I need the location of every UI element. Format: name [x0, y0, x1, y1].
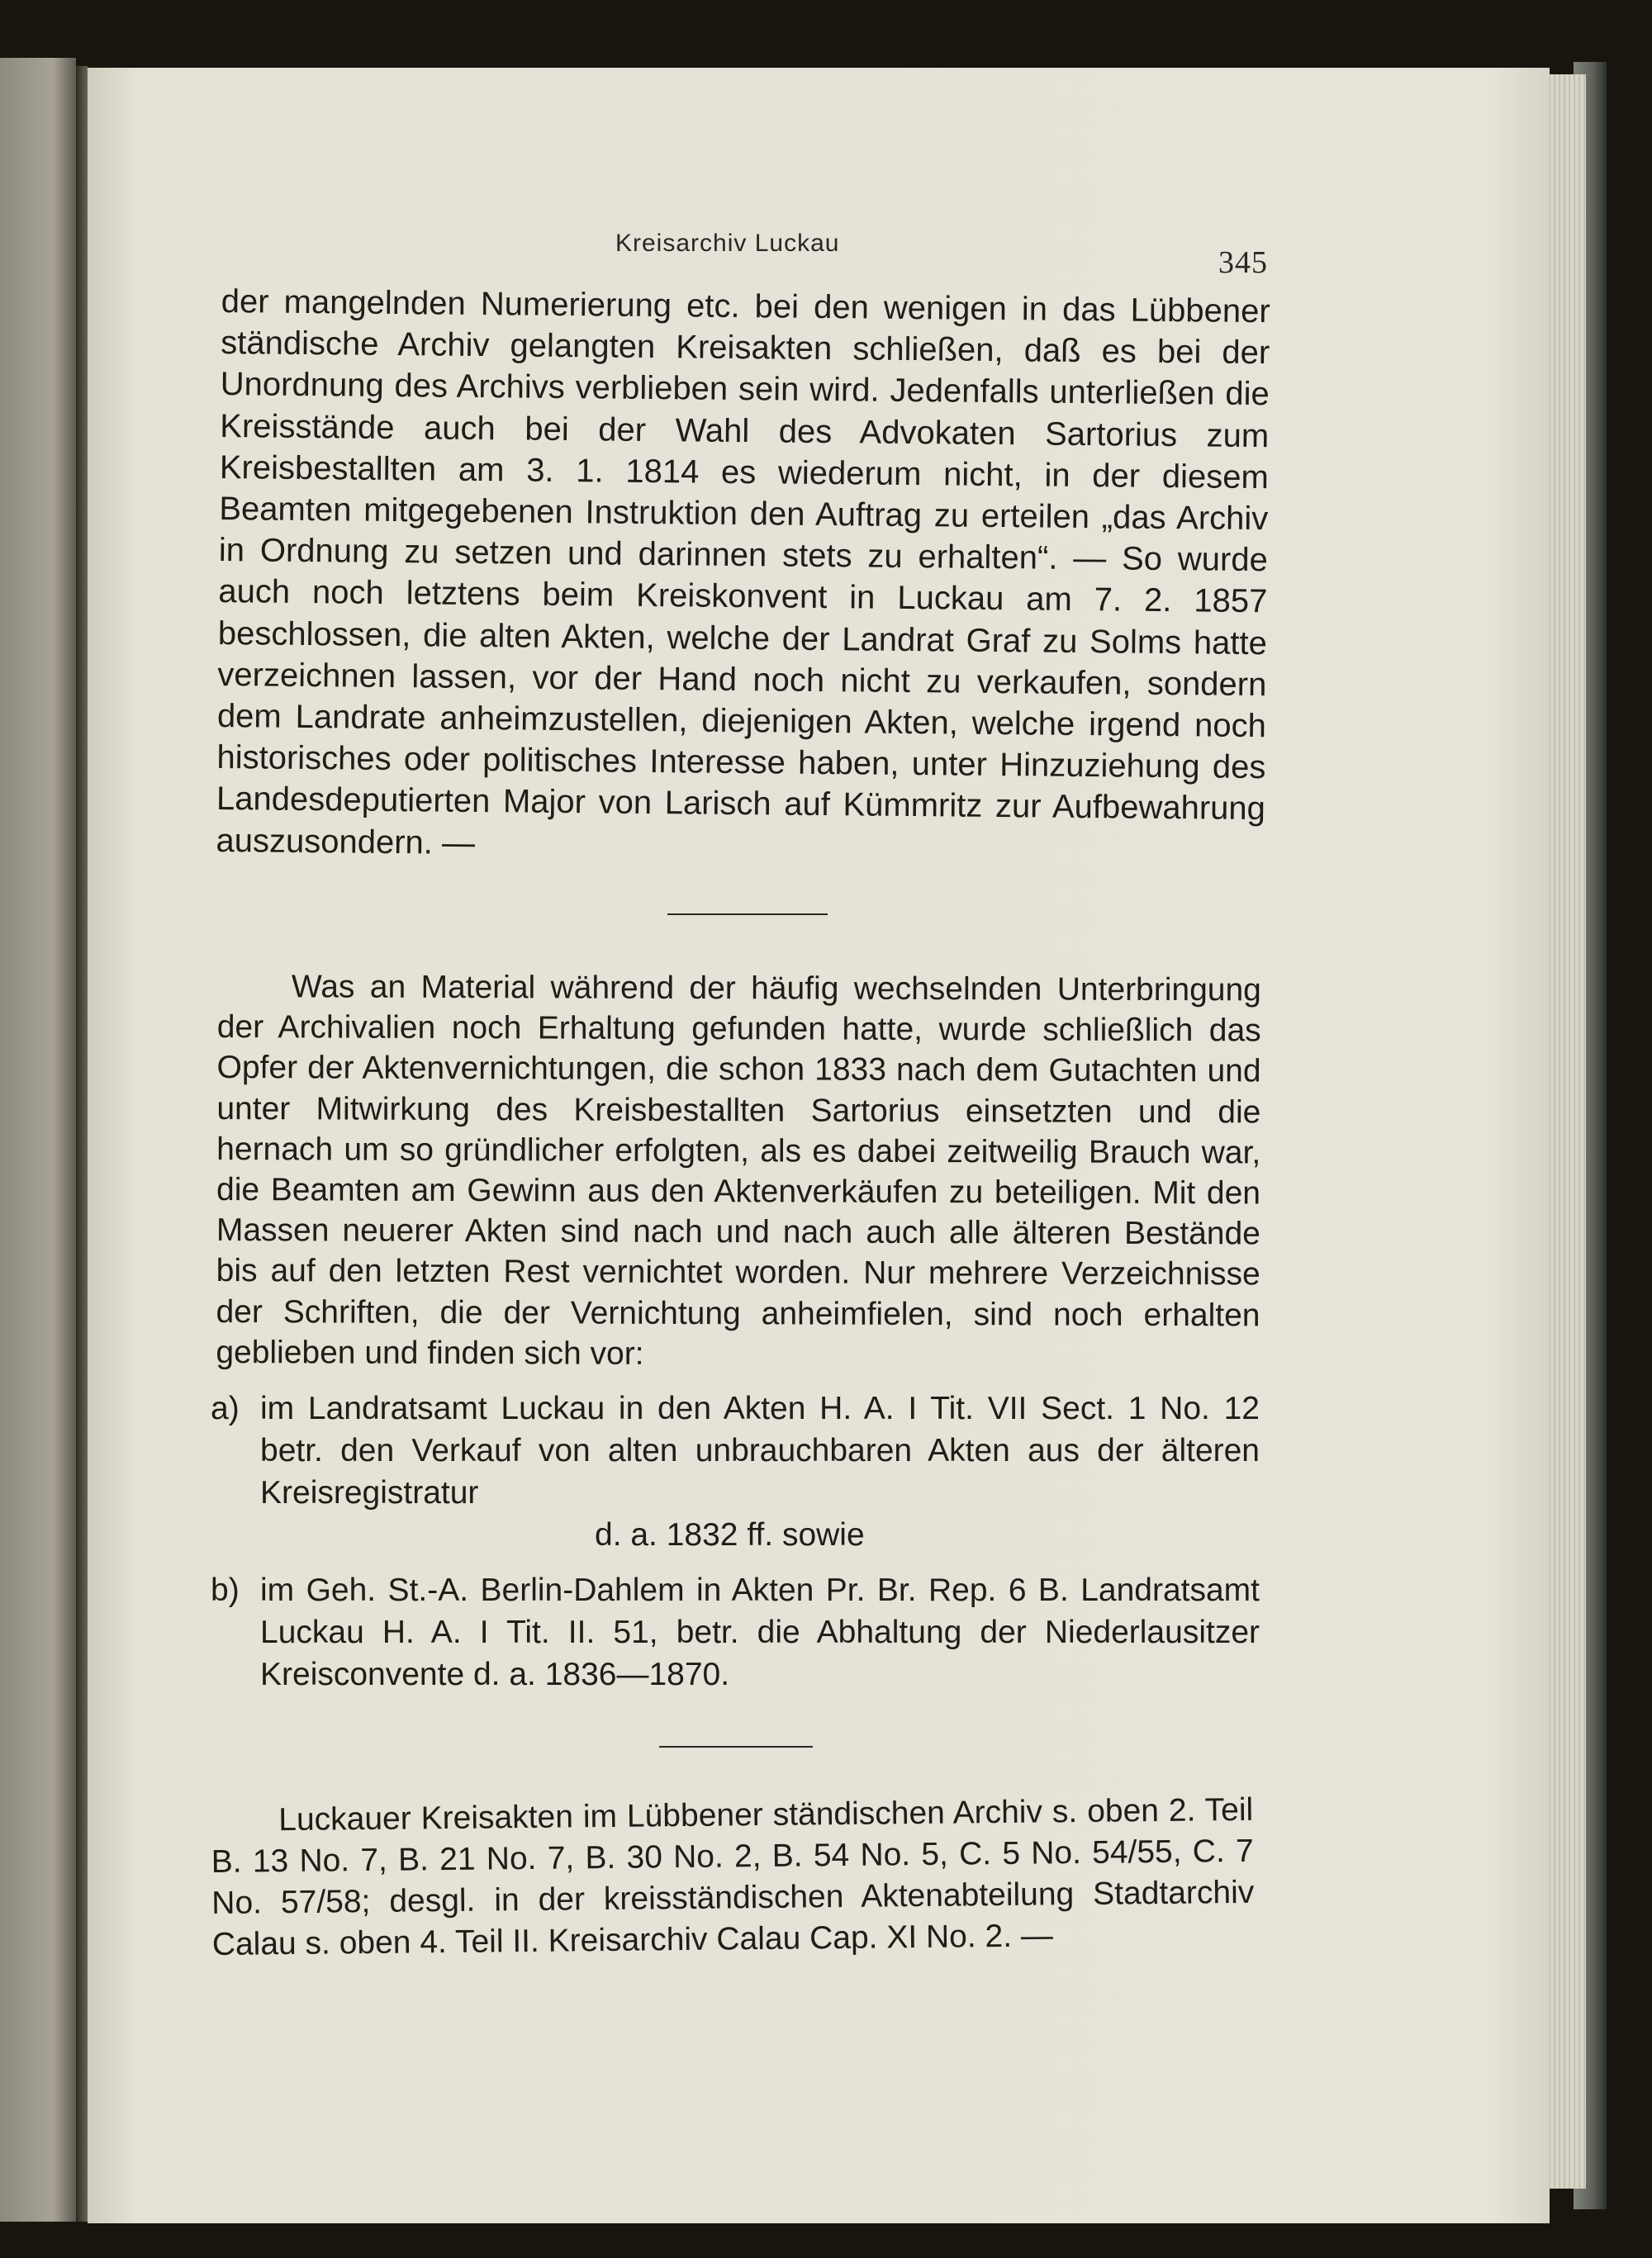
- list-marker: b): [211, 1573, 240, 1608]
- paragraph-references: [211, 1790, 1255, 1966]
- paragraph-destruction: [216, 966, 1261, 1376]
- list-item-text: im Landratsamt Luckau in den Akten H. A. I Tit. VII Sect. 1 No. 12 betr. den Verkauf von alten unbrauchbaren Akten aus der älteren Kreisregistratur: [260, 1391, 1260, 1511]
- paragraph-continued: [216, 281, 1270, 871]
- page-number: 345: [1218, 245, 1268, 280]
- section-divider: [667, 913, 828, 915]
- list-item-text: im Geh. St.-A. Berlin-Dahlem in Akten Pr. Br. Rep. 6 B. Landratsamt Luckau H. A. I Tit. II. 51, betr. die Abhaltung der Niederlausitzer Kreisconvente d. a. 1836—1870.: [260, 1573, 1260, 1692]
- running-head-title: Kreisarchiv Luckau: [615, 230, 840, 257]
- paragraph-text: Was an Material während der häufig wechselnden Unterbringung der Archivalien noch Erhaltung gefunden hatte, wurde schließlich das Opfer der Aktenvernichtungen, die schon 1833 nach dem Gutachten und unter Mitwirkung des Kreisbestallten Sartorius einsetzten und die hernach um so gründlicher erfolgten, als es dabei zeitweilig Brauch war, die Beamten am Gewinn aus den Aktenverkäufen zu beteiligen. Mit den Massen neuerer Akten sind nach und nach auch alle älteren Bestände bis auf den letzten Rest vernichtet worden. Nur mehrere Verzeichnisse der Schriften, die der Vernichtung anheimfielen, sind noch erhalten geblieben und finden sich vor:: [216, 969, 1261, 1372]
- paragraph-text: Luckauer Kreisakten im Lübbener ständischen Archiv s. oben 2. Teil B. 13 No. 7, B. 21 No. 7, B. 30 No. 2, B. 54 No. 5, C. 5 No. 54/55, C. 7 No. 57/58; desgl. in der kreisständischen Aktenabteilung Stadtarchiv Calau s. oben 4. Teil II. Kreisarchiv Calau Cap. XI No. 2. —: [211, 1791, 1255, 1962]
- list-item-date: d. a. 1832 ff. sowie: [595, 1517, 865, 1553]
- section-divider: [659, 1746, 813, 1748]
- list-item-b: [211, 1569, 1260, 1696]
- facing-page-edge: [0, 58, 76, 2222]
- list-marker: a): [211, 1391, 240, 1426]
- book-gutter: [76, 66, 88, 2222]
- list-item-a: [211, 1388, 1260, 1556]
- paragraph-text: der mangelnden Numerierung etc. bei den wenigen in das Lübbener ständische Archiv gelangten Kreisakten schließen, daß es bei der Unordnung des Archivs verblieben sein wird. Jedenfalls unterließen die Kreisstände auch bei der Wahl des Advokaten Sartorius zum Kreisbestallten am 3. 1. 1814 es wiederum nicht, in der diesem Beamten mitgegebenen Instruktion den Auftrag zu erteilen „das Archiv in Ordnung zu setzen und darinnen stets zu erhalten“. — So wurde auch noch letztens beim Kreiskonvent in Luckau am 7. 2. 1857 beschlossen, die alten Akten, welche der Landrat Graf zu Solms hatte verzeichnen lassen, vor der Hand noch nicht zu verkaufen, sondern dem Landrate anheimzustellen, diejenigen Akten, welche irgend noch historisches oder politisches Interesse haben, unter Hinzuziehung des Landesdeputierten Major von Larisch auf Kümmritz zur Aufbewahrung auszusondern. —: [216, 282, 1270, 861]
